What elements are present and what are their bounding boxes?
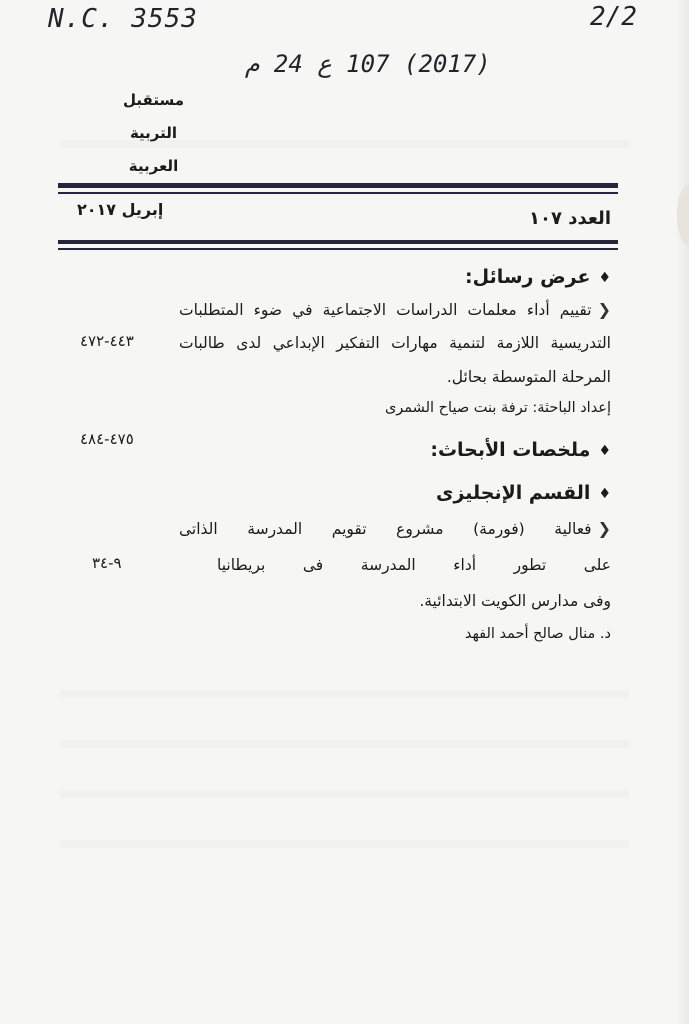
section-heading-english bbox=[436, 482, 611, 504]
show-through bbox=[60, 740, 629, 748]
show-through bbox=[60, 690, 629, 698]
diamond-bullet-icon: ♦ bbox=[598, 443, 611, 459]
issue-number: العدد ١٠٧ bbox=[529, 208, 611, 229]
entry-title-line: على تطور أداء المدرسة فى بريطانيا bbox=[217, 556, 611, 574]
section-heading-reviews bbox=[465, 266, 611, 288]
entry-title-line bbox=[179, 300, 611, 319]
handwritten-citation: (2017) 107 ع 24 م bbox=[245, 50, 491, 78]
page-edge-shadow bbox=[675, 0, 689, 1024]
divider-bottom-thick bbox=[58, 240, 618, 244]
masthead-line: مستقبل bbox=[123, 91, 184, 109]
section-title: ملخصات الأبحاث: bbox=[430, 439, 591, 461]
handwritten-reference: N.C. 3553 bbox=[48, 4, 198, 34]
entry-title-line: وفى مدارس الكويت الابتدائية. bbox=[419, 592, 611, 610]
entry-author: إعداد الباحثة: ترفة بنت صياح الشمرى bbox=[384, 400, 611, 416]
page-range: ٤٧٥-٤٨٤ bbox=[80, 430, 134, 448]
entry-text: فعالية (فورمة) مشروع تقويم المدرسة الذاتى bbox=[179, 520, 592, 538]
entry-title-line: المرحلة المتوسطة بحائل. bbox=[446, 368, 611, 386]
masthead-line: العربية bbox=[128, 157, 179, 175]
section-heading-abstracts bbox=[430, 439, 611, 461]
section-title: القسم الإنجليزى bbox=[436, 482, 591, 504]
handwritten-page-count: 2/2 bbox=[590, 2, 637, 32]
divider-top-thin bbox=[58, 192, 618, 194]
chevron-marker-icon: ❮ bbox=[597, 519, 611, 538]
entry-text: تقييم أداء معلمات الدراسات الاجتماعية في ضوء المتطلبات bbox=[179, 301, 592, 319]
chevron-marker-icon: ❮ bbox=[597, 300, 611, 319]
section-title: عرض رسائل: bbox=[465, 266, 591, 288]
page-range: ٤٤٣-٤٧٢ bbox=[80, 332, 134, 350]
diamond-bullet-icon: ♦ bbox=[598, 486, 611, 502]
masthead-line: التربية bbox=[129, 124, 178, 142]
divider-bottom-thin bbox=[58, 248, 618, 250]
show-through bbox=[60, 790, 629, 798]
entry-title-line: التدريسية اللازمة لتنمية مهارات التفكير الإبداعي لدى طالبات bbox=[179, 334, 611, 352]
diamond-bullet-icon: ♦ bbox=[598, 270, 611, 286]
show-through bbox=[60, 840, 629, 848]
page-range: ٩-٣٤ bbox=[92, 554, 122, 572]
issue-date: إبريل ٢٠١٧ bbox=[77, 200, 164, 219]
entry-author: د. منال صالح أحمد الفهد bbox=[464, 626, 611, 642]
journal-masthead bbox=[123, 84, 184, 183]
divider-top-thick bbox=[58, 183, 618, 188]
entry-title-line bbox=[179, 519, 611, 538]
